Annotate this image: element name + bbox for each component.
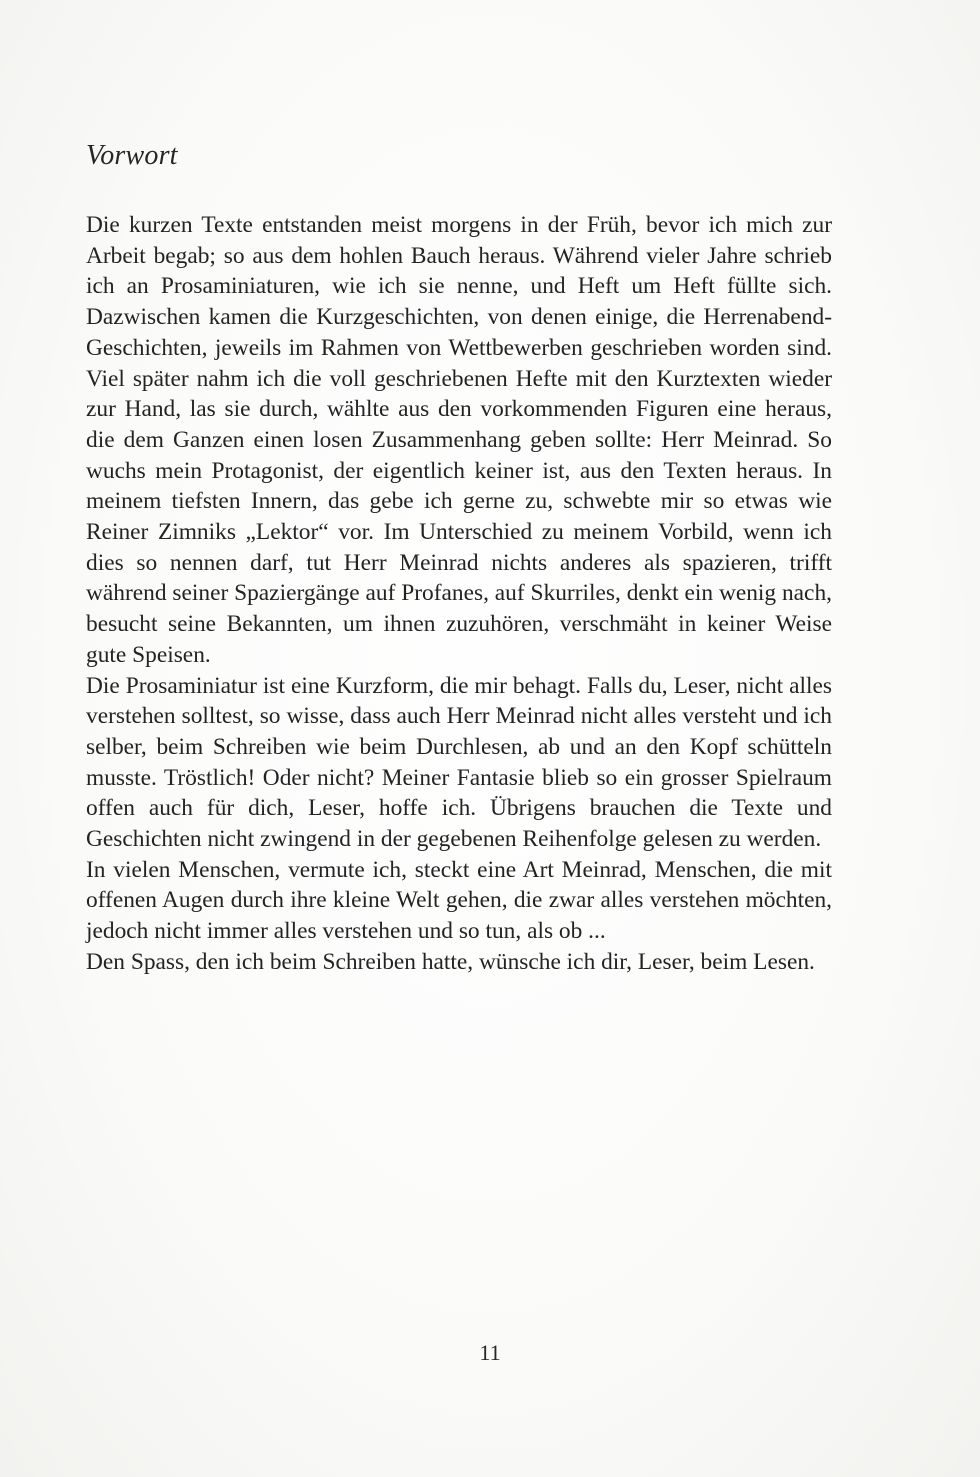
- paragraph-1: Die kurzen Texte entstanden meist morgens in der Früh, bevor ich mich zur Arbeit begab; so aus dem hohlen Bauch heraus. Während vieler Jahre schrieb ich an Prosaminiaturen, wie ich sie nenne, und Heft um Heft füllte sich. Dazwischen kamen die Kurzgeschichten, von denen einige, die Herrenabend-Geschichten, jeweils im Rahmen von Wettbewerben geschrieben worden sind. Viel später nahm ich die voll geschriebenen Hefte mit den Kurztexten wieder zur Hand, las sie durch, wählte aus den vorkommenden Figuren eine heraus, die dem Ganzen einen losen Zusammenhang geben sollte: Herr Meinrad. So wuchs mein Protagonist, der eigentlich keiner ist, aus den Texten heraus. In meinem tiefsten Innern, das gebe ich gerne zu, schwebte mir so etwas wie Reiner Zimniks „Lektor“ vor. Im Unterschied zu meinem Vorbild, wenn ich dies so nennen darf, tut Herr Meinrad nichts anderes als spazieren, trifft während seiner Spaziergänge auf Profanes, auf Skurriles, denkt ein wenig nach, besucht seine Bekannten, um ihnen zuzuhören, verschmäht in keiner Weise gute Speisen.: [86, 212, 832, 668]
- paragraph-4: Den Spass, den ich beim Schreiben hatte, wünsche ich dir, Leser, beim Lesen.: [86, 948, 815, 975]
- paragraph-3: In vielen Menschen, vermute ich, steckt eine Art Meinrad, Menschen, die mit offenen Augen durch ihre kleine Welt gehen, die zwar alles verstehen möchten, jedoch nicht immer alles verstehen und so tun, als ob ...: [86, 856, 832, 945]
- foreword-body: [86, 210, 832, 978]
- chapter-heading: Vorwort: [86, 140, 178, 171]
- page-number: 11: [479, 1340, 501, 1365]
- paragraph-2: Die Prosaminiatur ist eine Kurzform, die mir behagt. Falls du, Leser, nicht alles verstehen solltest, so wisse, dass auch Herr Meinrad nicht alles versteht und ich selber, beim Schreiben wie beim Durchlesen, ab und an den Kopf schütteln musste. Tröstlich! Oder nicht? Meiner Fantasie blieb so ein grosser Spielraum offen auch für dich, Leser, hoffe ich. Übrigens brauchen die Texte und Geschichten nicht zwingend in der gegebenen Reihenfolge gelesen zu werden.: [86, 672, 832, 853]
